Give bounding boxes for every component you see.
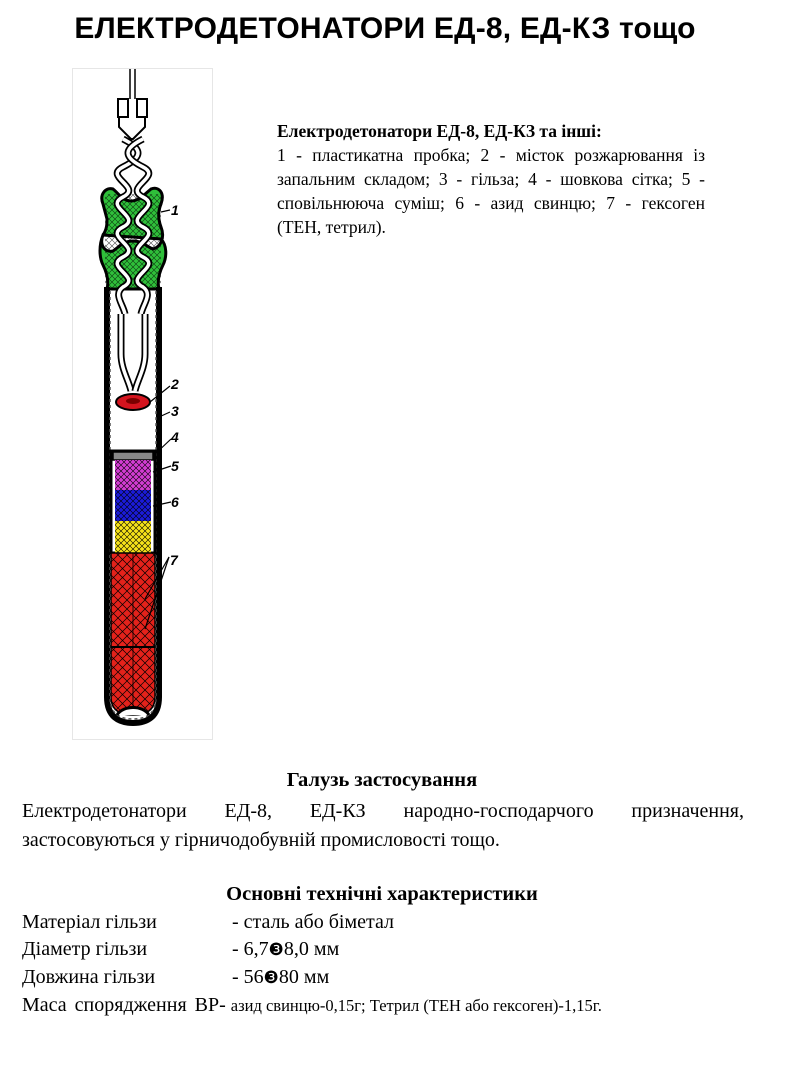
spec-value: - сталь або біметал <box>232 911 395 933</box>
specs-heading: Основні технічні характеристики <box>226 883 538 905</box>
spec-row-material <box>22 910 394 934</box>
spec-value: - 56 <box>232 966 264 988</box>
mass-label: Маса спорядження ВР- <box>22 994 226 1016</box>
figure-legend <box>277 119 705 239</box>
spec-row-mass <box>22 993 602 1018</box>
application-heading: Галузь застосування <box>286 769 478 791</box>
callout-3: 3 <box>171 403 179 419</box>
spec-label: Матеріал гільзи <box>22 911 157 933</box>
legend-body: 1 - пластикатна пробка; 2 - місток розжарювання із запальним складом; 3 - гільза; 4 - шовкова сітка; 5 - сповільнююча суміш; 6 - азид свинцю; 7 - гексоген (ТЕН, тетрил). <box>277 145 705 237</box>
page-title: ЕЛЕКТРОДЕТОНАТОРИ ЕД-8, ЕД-КЗ тощо <box>74 12 696 45</box>
silk-mesh <box>113 452 153 460</box>
callout-2: 2 <box>171 376 179 392</box>
spec-row-length <box>22 965 329 990</box>
spec-value: - 6,7 <box>232 938 269 960</box>
range-mark: ❸ <box>263 968 279 988</box>
callout-5: 5 <box>171 458 179 474</box>
callout-7: 7 <box>170 552 178 568</box>
spec-row-diameter <box>22 937 339 962</box>
spec-value-end: 8,0 мм <box>283 938 340 960</box>
callout-4: 4 <box>171 429 179 445</box>
spec-label: Довжина гільзи <box>22 966 156 988</box>
spec-label: Діаметр гільзи <box>22 938 148 960</box>
range-mark: ❸ <box>268 940 284 960</box>
callout-1: 1 <box>171 202 179 218</box>
spec-value-end: 80 мм <box>278 966 330 988</box>
callout-6: 6 <box>171 494 179 510</box>
detonator-diagram <box>72 68 213 740</box>
mass-value: азид свинцю-0,15г; Тетрил (ТЕН або гексоген)-1,15г. <box>230 996 602 1015</box>
lead-wires <box>118 69 147 139</box>
application-text: Електродетонатори ЕД-8, ЕД-КЗ народно-господарчого призначення, застосовуються у гірничодобувній промисловості тощо. <box>22 800 744 851</box>
legend-title: Електродетонатори ЕД-8, ЕД-КЗ та інші: <box>277 121 602 141</box>
